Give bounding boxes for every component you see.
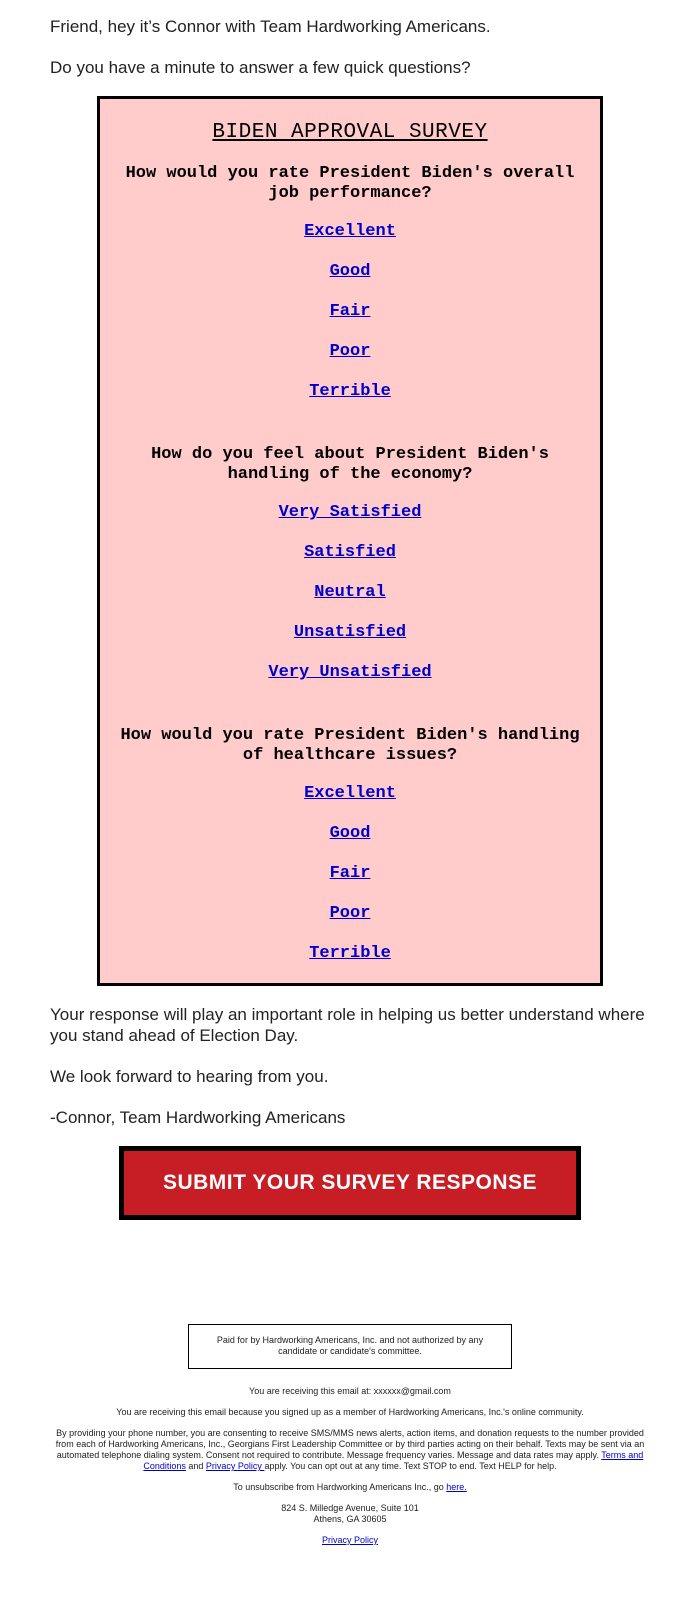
answer-link-poor[interactable]: Poor	[329, 342, 371, 361]
answer-list	[106, 784, 594, 963]
question-text: How do you feel about President Biden's handling of the economy?	[151, 445, 549, 484]
unsubscribe-text	[0, 1482, 700, 1493]
answer-link-excellent[interactable]: Excellent	[304, 784, 396, 803]
terms-and-conditions-link[interactable]: Terms and Conditions	[143, 1450, 644, 1471]
signed-up-text: You are receiving this email because you signed up as a member of Hardworking Americans, Inc.'s online community.	[116, 1407, 584, 1417]
email-body	[50, 0, 650, 1220]
survey-title: BIDEN APPROVAL SURVEY	[212, 121, 488, 144]
question-block-1	[106, 164, 594, 401]
unsubscribe-link[interactable]: here.	[446, 1482, 467, 1492]
answer-link-fair[interactable]: Fair	[329, 302, 371, 321]
unsubscribe-label: To unsubscribe from Hardworking Americans Inc., go	[233, 1482, 447, 1492]
question-block-3	[106, 726, 594, 963]
answer-link-fair[interactable]: Fair	[329, 864, 371, 883]
ask-text: Do you have a minute to answer a few quick questions?	[50, 58, 471, 77]
answer-list	[106, 503, 594, 682]
sms-consent-part-2: apply. You can opt out at any time. Text STOP to end. Text HELP for help.	[264, 1461, 557, 1471]
outro-role-text: Your response will play an important role in helping us better understand where you stand ahead of Election Day.	[50, 1005, 645, 1045]
sms-consent-text	[55, 1428, 645, 1472]
answer-link-poor[interactable]: Poor	[329, 904, 371, 923]
signoff-text: -Connor, Team Hardworking Americans	[50, 1108, 346, 1127]
privacy-policy-inline-link[interactable]: Privacy Policy	[205, 1461, 265, 1471]
address-line-1: 824 S. Milledge Avenue, Suite 101	[281, 1503, 419, 1513]
privacy-policy-link[interactable]: Privacy Policy	[321, 1535, 378, 1545]
footer	[0, 1220, 700, 1546]
answer-link-unsatisfied[interactable]: Unsatisfied	[293, 623, 407, 642]
question-text: How would you rate President Biden's handling of healthcare issues?	[120, 726, 580, 765]
receiving-email-text: You are receiving this email at: xxxxxx@gmail.com	[249, 1386, 451, 1396]
answer-link-terrible[interactable]: Terrible	[309, 944, 391, 963]
answer-link-excellent[interactable]: Excellent	[304, 222, 396, 241]
address-line-2: Athens, GA 30605	[313, 1514, 387, 1524]
submit-survey-button[interactable]: SUBMIT YOUR SURVEY RESPONSE	[119, 1146, 581, 1220]
question-text: How would you rate President Biden's overall job performance?	[125, 164, 575, 203]
answer-link-very-satisfied[interactable]: Very Satisfied	[278, 503, 422, 522]
outro-look-forward-text: We look forward to hearing from you.	[50, 1067, 329, 1086]
question-block-2	[106, 445, 594, 682]
answer-link-neutral[interactable]: Neutral	[314, 583, 386, 602]
answer-link-terrible[interactable]: Terrible	[309, 382, 391, 401]
answer-link-good[interactable]: Good	[329, 262, 371, 281]
and-text: and	[185, 1461, 206, 1471]
sms-consent-part-1: By providing your phone number, you are consenting to receive SMS/MMS news alerts, action items, and donation requests to the number provided from each of Hardworking Americans, Inc., Georgians First Leadership Committee or by third parties acting on their behalf. Texts may be sent via an automated telephone dialing system. Consent not required to contribute. Message frequency varies. Message and data rates may apply.	[55, 1428, 645, 1460]
privacy-policy-footer	[0, 1535, 700, 1546]
answer-link-good[interactable]: Good	[329, 824, 371, 843]
survey-box	[97, 96, 603, 986]
cta-container	[50, 1146, 650, 1220]
answer-link-very-unsatisfied[interactable]: Very Unsatisfied	[268, 663, 432, 682]
answer-link-satisfied[interactable]: Satisfied	[304, 543, 396, 562]
paid-for-disclaimer: Paid for by Hardworking Americans, Inc. and not authorized by any candidate or candidate's committee.	[188, 1324, 512, 1369]
answer-list	[106, 222, 594, 401]
greeting-text: Friend, hey it’s Connor with Team Hardworking Americans.	[50, 17, 491, 36]
